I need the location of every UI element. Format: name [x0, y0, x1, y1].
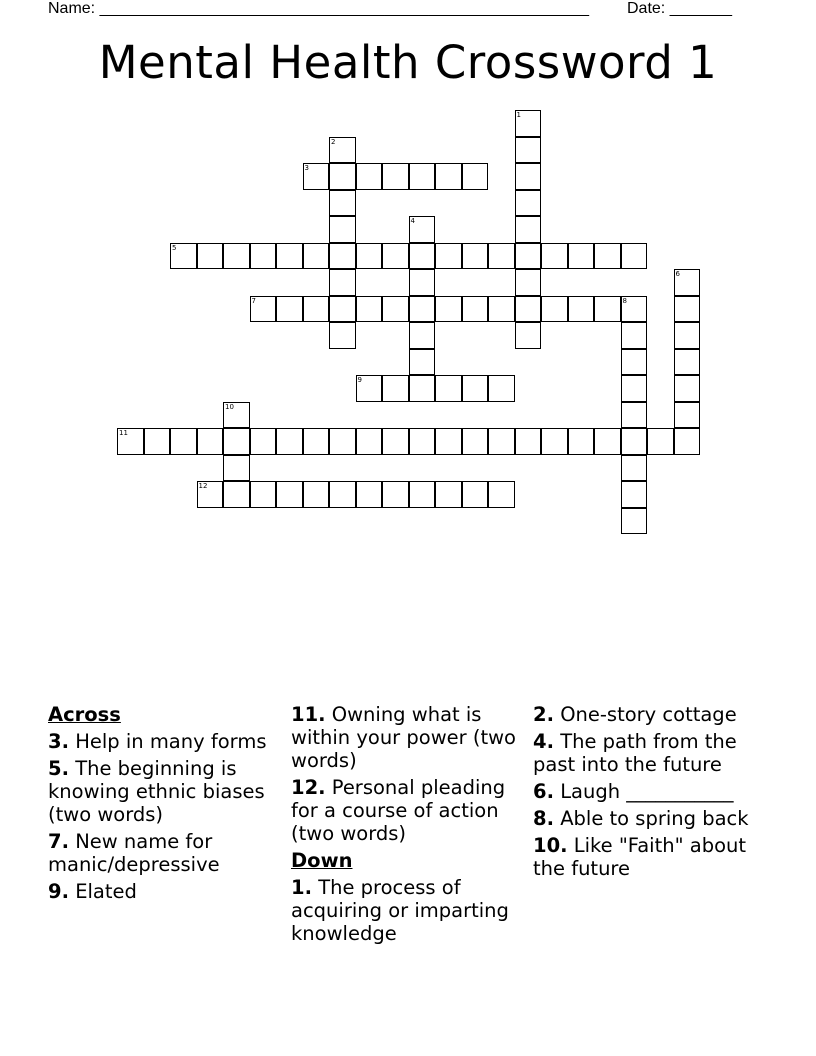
grid-cell[interactable]	[250, 428, 277, 455]
grid-cell[interactable]	[197, 428, 224, 455]
cell-number: 11	[119, 429, 128, 437]
grid-cell[interactable]	[674, 322, 701, 349]
grid-cell[interactable]	[356, 375, 383, 402]
grid-cell[interactable]	[621, 508, 648, 535]
cell-number: 5	[172, 243, 177, 252]
clue-down-8: 8. Able to spring back	[533, 807, 749, 830]
grid-cell[interactable]	[515, 322, 542, 349]
grid-cell[interactable]	[329, 481, 356, 508]
grid-cell[interactable]	[250, 243, 277, 270]
grid-cell[interactable]	[621, 375, 648, 402]
date-field[interactable]: Date: _______	[627, 0, 732, 17]
grid-cell[interactable]	[515, 269, 542, 296]
clue-down-2: 2. One-story cottage	[533, 703, 737, 726]
grid-cell[interactable]	[541, 296, 568, 323]
grid-cell[interactable]	[382, 428, 409, 455]
grid-cell[interactable]	[674, 296, 701, 323]
grid-cell[interactable]	[621, 349, 648, 376]
grid-cell[interactable]	[276, 428, 303, 455]
cell-number: 12	[198, 482, 208, 490]
grid-cell[interactable]	[541, 243, 568, 270]
clue-across-12: 12. Personal pleading for a course of action (two words)	[291, 776, 506, 845]
grid-cell[interactable]	[329, 163, 356, 190]
grid-cell[interactable]	[462, 481, 489, 508]
grid-cell[interactable]	[488, 296, 515, 323]
grid-cell[interactable]	[303, 428, 330, 455]
grid-cell[interactable]	[329, 269, 356, 296]
grid-cell[interactable]	[409, 216, 436, 243]
grid-cell[interactable]	[621, 322, 648, 349]
grid-cell[interactable]	[329, 137, 356, 164]
grid-cell[interactable]	[515, 190, 542, 217]
grid-cell[interactable]	[329, 216, 356, 243]
grid-cell[interactable]	[674, 349, 701, 376]
cell-number: 1	[516, 111, 521, 119]
grid-cell[interactable]	[117, 428, 144, 455]
clue-down-6: 6. Laugh ___________	[533, 780, 734, 803]
grid-cell[interactable]	[647, 428, 674, 455]
grid-cell[interactable]	[435, 375, 462, 402]
grid-cell[interactable]	[515, 216, 542, 243]
grid-cell[interactable]	[674, 375, 701, 402]
grid-cell[interactable]	[435, 163, 462, 190]
grid-cell[interactable]	[329, 243, 356, 270]
cell-number: 4	[410, 217, 415, 225]
clue-down-10: 10. Like "Faith" about the future	[533, 834, 747, 880]
grid-cell[interactable]	[409, 296, 436, 323]
grid-cell[interactable]	[621, 428, 648, 455]
grid-cell[interactable]	[356, 481, 383, 508]
grid-cell[interactable]	[462, 243, 489, 270]
cell-number: 10	[225, 402, 234, 411]
grid-cell[interactable]	[674, 269, 701, 296]
cell-number: 9	[357, 376, 362, 384]
clue-across-3: 3. Help in many forms	[48, 730, 267, 753]
grid-cell[interactable]	[515, 243, 542, 270]
grid-cell[interactable]	[674, 402, 701, 429]
cell-number: 2	[331, 137, 336, 146]
grid-cell[interactable]	[276, 296, 303, 323]
grid-cell[interactable]	[356, 428, 383, 455]
grid-cell[interactable]	[488, 375, 515, 402]
across-heading: Across	[48, 703, 121, 726]
grid-cell[interactable]	[197, 243, 224, 270]
cell-number: 7	[251, 296, 256, 305]
cell-number: 6	[675, 270, 680, 278]
grid-cell[interactable]	[541, 428, 568, 455]
grid-cell[interactable]	[594, 296, 621, 323]
grid-cell[interactable]	[276, 481, 303, 508]
grid-cell[interactable]	[329, 428, 356, 455]
grid-cell[interactable]	[594, 243, 621, 270]
grid-cell[interactable]	[621, 243, 648, 270]
grid-cell[interactable]	[621, 455, 648, 482]
grid-cell[interactable]	[329, 190, 356, 217]
grid-cell[interactable]	[435, 481, 462, 508]
grid-cell[interactable]	[382, 243, 409, 270]
grid-cell[interactable]	[303, 163, 330, 190]
grid-cell[interactable]	[329, 322, 356, 349]
grid-cell[interactable]	[170, 243, 197, 270]
page-title: Mental Health Crossword 1	[98, 36, 718, 89]
clue-across-11: 11. Owning what is within your power (two words)	[291, 703, 516, 772]
grid-cell[interactable]	[382, 163, 409, 190]
grid-cell[interactable]	[409, 349, 436, 376]
grid-cell[interactable]	[223, 481, 250, 508]
grid-cell[interactable]	[223, 243, 250, 270]
clue-column-2	[291, 701, 526, 949]
grid-cell[interactable]	[568, 243, 595, 270]
grid-cell[interactable]	[409, 163, 436, 190]
grid-cell[interactable]	[568, 296, 595, 323]
grid-cell[interactable]	[382, 375, 409, 402]
grid-cell[interactable]	[594, 428, 621, 455]
grid-cell[interactable]	[409, 428, 436, 455]
grid-cell[interactable]	[621, 481, 648, 508]
grid-cell[interactable]	[435, 428, 462, 455]
grid-cell[interactable]	[462, 296, 489, 323]
cell-number: 8	[622, 296, 627, 305]
clue-across-7: 7. New name for manic/depressive	[48, 830, 220, 876]
down-heading: Down	[291, 849, 353, 872]
grid-cell[interactable]	[409, 375, 436, 402]
grid-cell[interactable]	[435, 296, 462, 323]
cell-number: 3	[304, 164, 309, 172]
grid-cell[interactable]	[356, 163, 383, 190]
clue-across-5: 5. The beginning is knowing ethnic biases (two words)	[48, 757, 265, 826]
grid-cell[interactable]	[488, 243, 515, 270]
grid-cell[interactable]	[462, 428, 489, 455]
grid-cell[interactable]	[515, 110, 542, 137]
grid-cell[interactable]	[329, 296, 356, 323]
grid-cell[interactable]	[250, 481, 277, 508]
grid-cell[interactable]	[568, 428, 595, 455]
grid-cell[interactable]	[462, 375, 489, 402]
grid-cell[interactable]	[674, 428, 701, 455]
grid-cell[interactable]	[170, 428, 197, 455]
grid-cell[interactable]	[144, 428, 171, 455]
grid-cell[interactable]	[621, 402, 648, 429]
grid-cell[interactable]	[462, 163, 489, 190]
grid-cell[interactable]	[303, 296, 330, 323]
grid-cell[interactable]	[356, 243, 383, 270]
grid-cell[interactable]	[515, 137, 542, 164]
grid-cell[interactable]	[515, 428, 542, 455]
clue-down-4: 4. The path from the past into the future	[533, 730, 737, 776]
grid-cell[interactable]	[303, 243, 330, 270]
clue-down-1: 1. The process of acquiring or imparting knowledge	[291, 876, 509, 945]
grid-cell[interactable]	[409, 243, 436, 270]
grid-cell[interactable]	[488, 428, 515, 455]
grid-cell[interactable]	[250, 296, 277, 323]
grid-cell[interactable]	[356, 296, 383, 323]
clue-across-9: 9. Elated	[48, 880, 137, 903]
clue-column-1	[48, 701, 280, 907]
grid-cell[interactable]	[435, 243, 462, 270]
grid-cell[interactable]	[515, 296, 542, 323]
grid-cell[interactable]	[223, 402, 250, 429]
grid-cell[interactable]	[409, 322, 436, 349]
grid-cell[interactable]	[197, 481, 224, 508]
grid-cell[interactable]	[488, 481, 515, 508]
grid-cell[interactable]	[621, 296, 648, 323]
name-field[interactable]: Name: _______________________________________________________	[48, 0, 589, 17]
grid-cell[interactable]	[409, 481, 436, 508]
grid-cell[interactable]	[303, 481, 330, 508]
grid-cell[interactable]	[382, 296, 409, 323]
clue-column-3	[533, 701, 773, 884]
grid-cell[interactable]	[409, 269, 436, 296]
grid-cell[interactable]	[276, 243, 303, 270]
grid-cell[interactable]	[382, 481, 409, 508]
grid-cell[interactable]	[223, 428, 250, 455]
grid-cell[interactable]	[515, 163, 542, 190]
grid-cell[interactable]	[223, 455, 250, 482]
